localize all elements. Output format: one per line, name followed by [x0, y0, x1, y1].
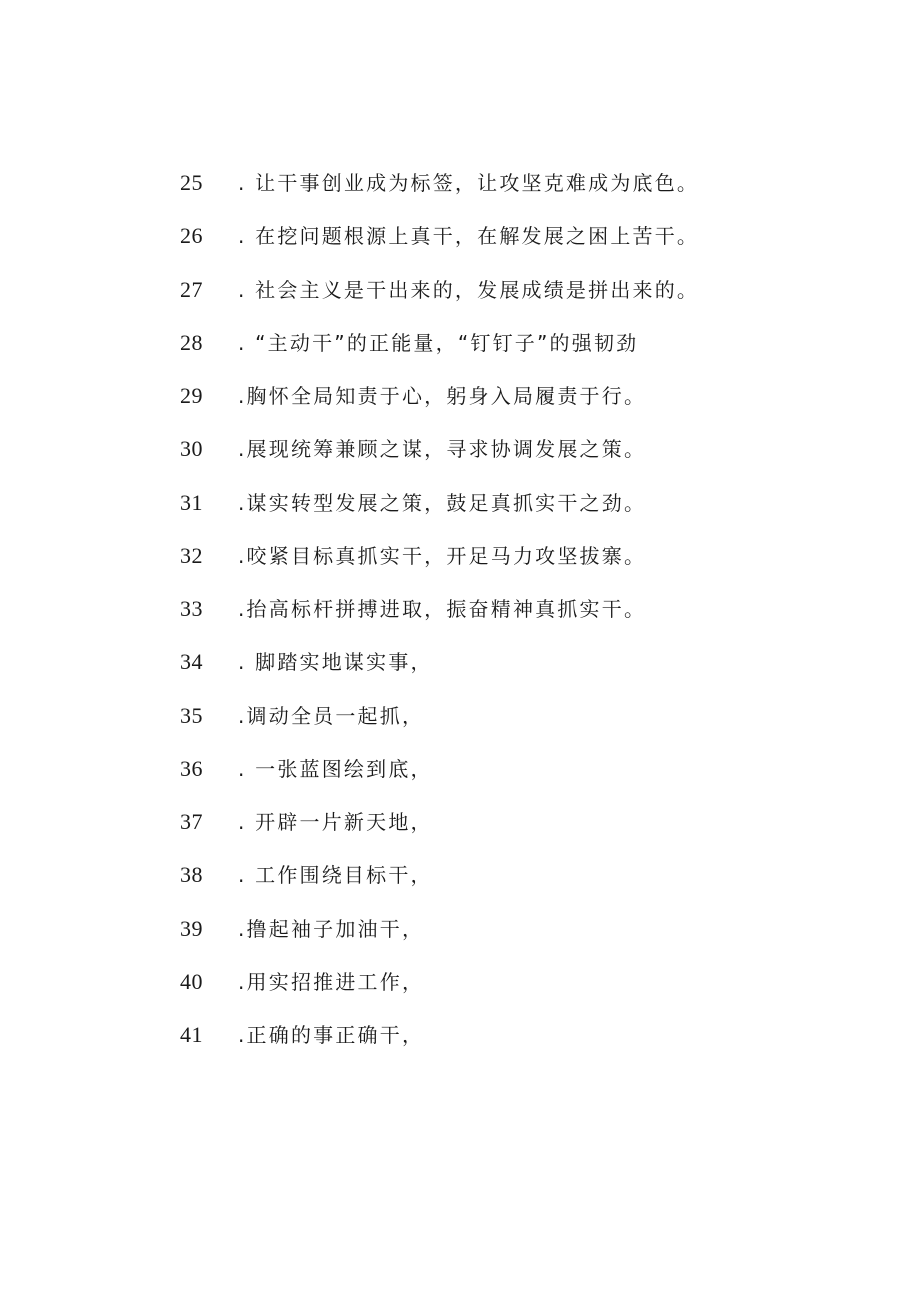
item-text: .撸起袖子加油干， [238, 916, 425, 941]
list-item [180, 802, 820, 855]
item-number: 30 [180, 436, 203, 462]
item-text: .咬紧目标真抓实干，开足马力攻坚拔寨。 [238, 543, 647, 568]
item-text: . 工作围绕目标干， [238, 863, 433, 888]
item-text: .抬高标杆拼搏进取，振奋精神真抓实干。 [238, 597, 647, 621]
item-number: 38 [180, 862, 203, 888]
item-text: .展现统筹兼顾之谋，寻求协调发展之策。 [238, 437, 647, 462]
item-text: .谋实转型发展之策，鼓足真抓实干之劲。 [238, 490, 647, 515]
item-text: .调动全员一起抓， [238, 703, 425, 728]
item-number: 36 [180, 755, 203, 781]
item-text: . “主动干”的正能量，“钉钉子”的强韧劲 [238, 330, 639, 355]
list-item [180, 163, 820, 216]
list-item [180, 909, 820, 962]
item-text: . 社会主义是干出来的，发展成绩是拼出来的。 [238, 277, 700, 302]
item-number: 32 [180, 542, 203, 568]
list-item [180, 536, 820, 589]
item-number: 27 [180, 276, 203, 302]
item-number: 41 [180, 1022, 203, 1047]
list-item [180, 962, 820, 1015]
numbered-list [180, 163, 820, 1068]
item-text: .正确的事正确干， [238, 1023, 425, 1047]
list-item [180, 696, 820, 749]
item-number: 35 [180, 702, 203, 728]
list-item [180, 1015, 820, 1068]
item-text: . 在挖问题根源上真干，在解发展之困上苦干。 [238, 224, 700, 249]
item-number: 31 [180, 489, 203, 515]
list-item [180, 216, 820, 269]
item-number: 28 [180, 329, 203, 355]
item-text: .胸怀全局知责于心，躬身入局履责于行。 [238, 384, 647, 408]
list-item [180, 483, 820, 536]
item-number: 37 [180, 809, 203, 834]
item-number: 40 [180, 968, 203, 994]
item-text: . 一张蓝图绘到底， [238, 756, 433, 781]
item-number: 39 [180, 915, 203, 941]
item-number: 29 [180, 383, 203, 408]
item-text: . 开辟一片新天地， [238, 810, 433, 834]
list-item [180, 855, 820, 908]
item-text: . 让干事创业成为标签，让攻坚克难成为底色。 [238, 171, 700, 195]
list-item [180, 323, 820, 376]
list-item [180, 376, 820, 429]
item-number: 25 [180, 170, 203, 195]
list-item [180, 429, 820, 482]
item-number: 34 [180, 649, 203, 675]
item-text: .用实招推进工作， [238, 969, 425, 994]
item-number: 26 [180, 223, 203, 249]
list-item [180, 749, 820, 802]
list-item [180, 642, 820, 695]
list-item [180, 589, 820, 642]
list-item [180, 270, 820, 323]
item-text: . 脚踏实地谋实事， [238, 650, 433, 675]
item-number: 33 [180, 596, 203, 621]
